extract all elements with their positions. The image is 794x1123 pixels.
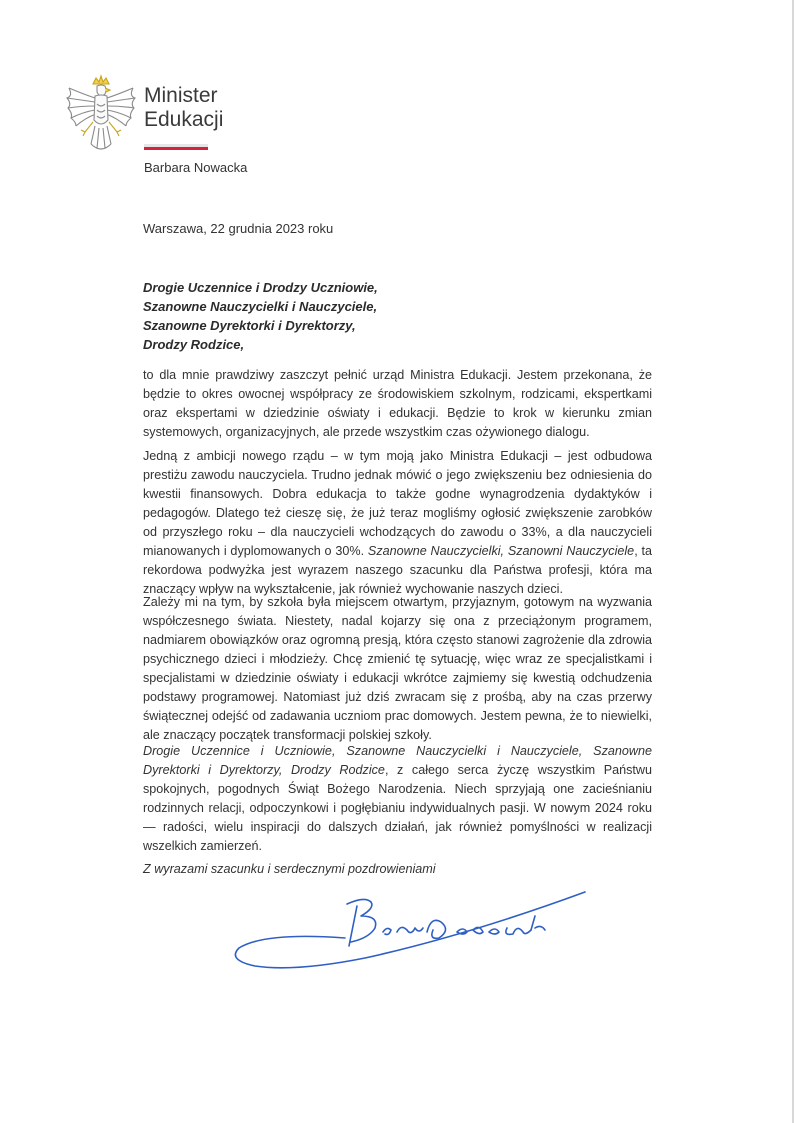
salutation-line: Drogie Uczennice i Drodzy Uczniowie, bbox=[143, 280, 378, 295]
salutation-line: Szanowne Nauczycielki i Nauczyciele, bbox=[143, 299, 378, 314]
salutation-line: Drodzy Rodzice, bbox=[143, 337, 245, 352]
paragraph-text: , ta rekordowa podwyżka jest wyrazem naszego szacunku dla Państwa profesji, która ma znaczący wpływ na wykształcenie, jak również wychowanie naszych dzieci. bbox=[143, 544, 653, 596]
paragraph-emphasis: Drogie Uczennice i Uczniowie, Szanowne Nauczycielki i Nauczyciele, Szanowne Dyrektorki i Dyrektorzy, Drodzy Rodzice bbox=[143, 744, 652, 777]
body-paragraph-3: Zależy mi na tym, by szkoła była miejscem otwartym, przyjaznym, gotowym na wyzwania współczesnego świata. Niestety, nadal kojarzy się ona z przeciążonym programem, nadmiarem obowiązków oraz ogromną presją, która często stanowi zagrożenie dla zdrowia psychicznego dzieci i młodzieży. Chcę zmienić tę sytuację, więc wraz ze specjalistkami i specjalistami w dziedzinie oświaty i edukacji wkrótce zajmiemy się kwestią odchudzenia podstawy programowej. Natomiast już dziś zwracam się z prośbą, aby na czas przerwy świątecznej odejść od zadawania uczniom prac domowych. Jestem pewna, że to niewielki, ale znaczący początek transformacji polskiej szkoły. bbox=[143, 595, 652, 742]
ministry-title-line1: Minister bbox=[144, 84, 218, 107]
body-paragraph-1: to dla mnie prawdziwy zaszczyt pełnić urząd Ministra Edukacji. Jestem przekonana, że będzie to okres owocnej współpracy ze środowiskiem szkolnym, rodzicami, ekspertkami oraz ekspertami w dziedzinie oświaty i edukacji. Będzie to krok w kierunku zmian systemowych, organizacyjnych, ale przede wszystkim czas ożywionego dialogu. bbox=[143, 368, 652, 439]
salutation bbox=[143, 278, 378, 354]
flag-red-band bbox=[144, 147, 208, 150]
body-paragraph-2 bbox=[143, 447, 652, 599]
letter-date: Warszawa, 22 grudnia 2023 roku bbox=[143, 221, 334, 236]
ministry-title-line2: Edukacji bbox=[144, 108, 224, 131]
body-paragraph-4 bbox=[143, 742, 652, 856]
flag-stripe bbox=[144, 144, 208, 150]
paragraph-text: Jedną z ambicji nowego rządu – w tym moją jako Ministra Edukacji – jest odbudowa prestiżu zawodu nauczyciela. Trudno jednak mówić o jego zwiększeniu bez odniesienia do kwestii finansowych. Dobra edukacja to także godne wynagrodzenia dydaktyków i pedagogów. Dlatego też cieszę się, że już teraz mogliśmy ogłosić zwiększenie zarobków od przyszłego roku – dla nauczycieli wchodzących do zawodu o 33%, a dla nauczycieli mianowanych i dyplomowanych o 30%. bbox=[143, 449, 652, 558]
polish-eagle-icon bbox=[63, 74, 139, 160]
paragraph-text: , z całego serca życzę wszystkim Państwu spokojnych, pogodnych Świąt Bożego Narodzenia. Niech sprzyjają one zacieśnianiu rodzinnych relacji, odpoczynkowi i pogłębianiu indywidualnych pasji. W nowym 2024 roku — radości, wielu inspiracji do dalszych działań, jak również pomyślności w realizacji wszelkich zamierzeń. bbox=[143, 763, 652, 853]
closing-line: Z wyrazami szacunku i serdecznymi pozdrowieniami bbox=[143, 862, 436, 876]
handwritten-signature-icon bbox=[225, 886, 605, 976]
paragraph-emphasis: Szanowne Nauczycielki, Szanowni Nauczyciele bbox=[367, 544, 635, 558]
ministry-title bbox=[144, 84, 223, 132]
minister-name: Barbara Nowacka bbox=[144, 160, 248, 175]
salutation-line: Szanowne Dyrektorki i Dyrektorzy, bbox=[143, 318, 356, 333]
